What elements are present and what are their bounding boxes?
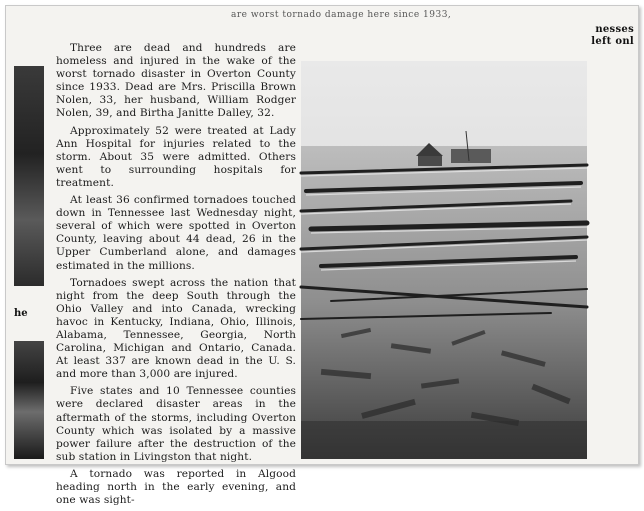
article-paragraph-4: Tornadoes swept across the nation that night from the deep South through the Ohio Valley and into Canada, wrecking havoc in Kentucky, Indiana, Ohio, Illinois, Alabama, Tennessee, Georgia, North Carolina, Michigan and Ontario, Canada. At least 337 are known dead in the U. S. and more than 3,000 are injured. (56, 276, 296, 381)
article-paragraph-3: At least 36 confirmed tornadoes touched down in Tennessee last Wednesday night, several of which were spotted in Overton County, leaving about 44 dead, 26 in the Upper Cumberland alone, and damages estimated in the millions. (56, 194, 296, 272)
newspaper-clipping (5, 5, 639, 507)
adjacent-photo-strip-top (14, 66, 44, 286)
article-paragraph-1: Three are dead and hundreds are homeless and injured in the wake of the worst tornado disaster in Overton County since 1933. Dead are Mrs. Priscilla Brown Nolen, 33, her husband, William Rodger Nolen, 39, and Birtha Janitte Dalley, 32. (56, 42, 296, 120)
left-column-fragment: he (14, 308, 28, 319)
article-paragraph-6: A tornado was reported in Algood heading north in the early evening, and one was sight- (56, 467, 296, 507)
adjacent-column-fragment (574, 24, 634, 48)
article-paragraph-5: Five states and 10 Tennessee counties were declared disaster areas in the aftermath of the storms, including Overton County which was isolated by a massive power failure after the destruction of the sub station in Livingston that night. (56, 385, 296, 463)
article-body (56, 42, 296, 511)
fragment-line-2: left onl (591, 36, 634, 47)
article-paragraph-2: Approximately 52 were treated at Lady Ann Hospital for injuries related to the storm. About 35 were admitted. Others went to surrounding hospitals for treatment. (56, 124, 296, 189)
fragment-line-1: nesses (595, 24, 634, 35)
cut-off-headline: are worst tornado damage here since 1933, (231, 10, 452, 20)
adjacent-photo-strip-bottom (14, 341, 44, 459)
debris-field-image (301, 61, 587, 459)
tornado-damage-photo (301, 61, 587, 459)
